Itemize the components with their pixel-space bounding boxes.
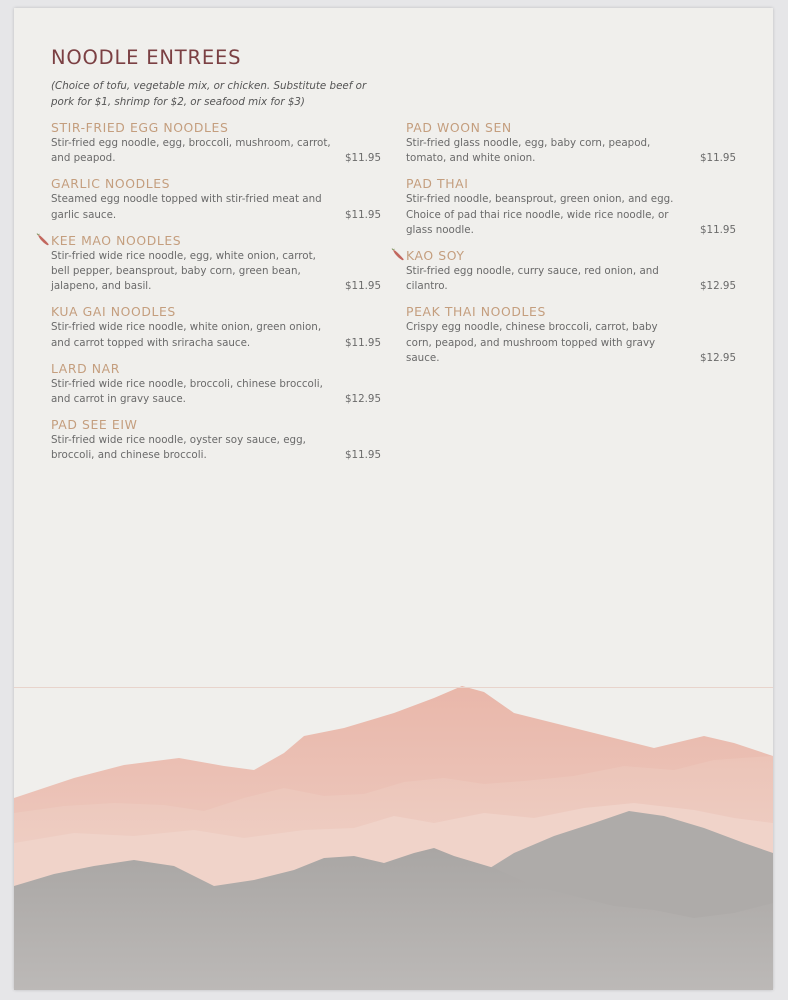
menu-item-body: [51, 377, 381, 407]
menu-item-name: STIR-FRIED EGG NOODLES: [51, 120, 229, 135]
menu-item-body: [51, 249, 381, 295]
menu-item-price: $11.95: [699, 152, 736, 165]
menu-item-body: [406, 192, 736, 238]
menu-item-price: $11.95: [344, 208, 381, 221]
page-title: NOODLE ENTREES: [51, 46, 242, 69]
menu-item-price: $11.95: [344, 449, 381, 462]
menu-item-body: [406, 264, 736, 294]
menu-item-body: [51, 433, 381, 463]
menu-item-body: [51, 192, 381, 222]
section-divider: [14, 687, 773, 688]
menu-item-name: KUA GAI NOODLES: [51, 304, 176, 320]
menu-item-name: PAD THAI: [406, 176, 469, 192]
menu-item-price: $12.95: [699, 280, 736, 293]
menu-item: [51, 361, 381, 407]
page-subtitle: (Choice of tofu, vegetable mix, or chicken. Substitute beef or pork for $1, shrimp for $2, or seafood mix for $3): [51, 80, 367, 108]
menu-item: [51, 304, 381, 350]
menu-item: [406, 248, 736, 294]
chili-pepper-icon: [36, 233, 50, 247]
menu-item-price: $12.95: [699, 351, 736, 364]
menu-item-description: Steamed egg noodle topped with stir-fried meat and garlic sauce.: [51, 193, 322, 221]
menu-item: [406, 120, 736, 166]
menu-item-description: Crispy egg noodle, chinese broccoli, carrot, baby corn, peapod, and mushroom topped with gravy sauce.: [406, 321, 658, 364]
menu-item-description: Stir-fried wide rice noodle, white onion, green onion, and carrot topped with sriracha sauce.: [51, 321, 322, 349]
menu-item-price: $12.95: [344, 393, 381, 406]
menu-item-name: GARLIC NOODLES: [51, 176, 171, 192]
menu-item: [51, 233, 381, 295]
menu-item-price: $11.95: [344, 152, 381, 165]
menu-item-body: [51, 136, 381, 166]
menu-item-name: KEE MAO NOODLES: [51, 232, 182, 248]
menu-item-name: PAD SEE EIW: [51, 417, 138, 433]
menu-column-right: [406, 120, 736, 376]
menu-item-price: $11.95: [344, 280, 381, 293]
menu-item-body: [406, 320, 736, 366]
menu-item-description: Stir-fried noodle, beansprout, green onion, and egg. Choice of pad thai rice noodle, wide rice noodle, or glass noodle.: [406, 193, 674, 236]
menu-item-description: Stir-fried glass noodle, egg, baby corn, peapod, tomato, and white onion.: [406, 137, 651, 165]
menu-item-body: [51, 320, 381, 350]
menu-item-name: PEAK THAI NOODLES: [406, 304, 546, 320]
menu-item-description: Stir-fried wide rice noodle, egg, white onion, carrot, bell pepper, beansprout, baby corn, green bean, jalapeno, and basil.: [51, 249, 316, 293]
menu-item-name: PAD WOON SEN: [406, 120, 512, 135]
menu-item-price: $11.95: [344, 336, 381, 349]
menu-item: [51, 417, 381, 463]
menu-item-description: Stir-fried wide rice noodle, broccoli, chinese broccoli, and carrot in gravy sauce.: [51, 377, 323, 406]
menu-item: [406, 176, 736, 238]
menu-item: [51, 120, 381, 166]
menu-page: [14, 8, 773, 990]
chili-pepper-icon: [391, 248, 405, 262]
menu-item-description: Stir-fried egg noodle, egg, broccoli, mushroom, carrot, and peapod.: [51, 137, 331, 165]
menu-column-left: [51, 120, 381, 474]
menu-item-description: Stir-fried egg noodle, curry sauce, red onion, and cilantro.: [406, 265, 659, 293]
menu-item-name: LARD NAR: [51, 360, 120, 376]
menu-item-name: KAO SOY: [406, 248, 465, 264]
menu-item-description: Stir-fried wide rice noodle, oyster soy sauce, egg, broccoli, and chinese broccoli.: [51, 434, 306, 462]
menu-item-price: $11.95: [699, 223, 736, 236]
menu-item-body: [406, 136, 736, 166]
menu-item: [406, 304, 736, 366]
menu-item: [51, 176, 381, 222]
